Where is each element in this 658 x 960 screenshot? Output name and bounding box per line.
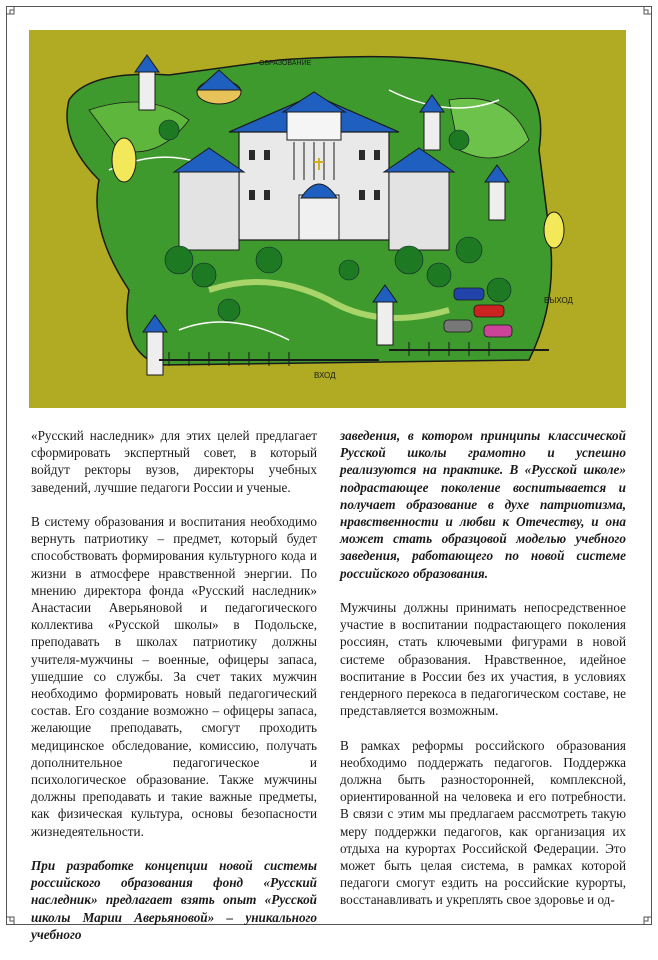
corner-ornament-top-right: [637, 7, 651, 21]
left-paragraph-3: При разработке концепции новой системы российского образования фонд «Русский наследник» предлагает взять опыт «Русской школы Марии Аверьяновой» – уникального учебного: [31, 858, 317, 942]
right-paragraph-1: заведения, в котором принципы классической Русской школы грамотно и успешно реализуются на практике. В «Русской школе» подрастающее поколение воспитывается и получает образование в духе патриотизма, нравственности и любви к Отечеству, и она может стать образцовой моделью учебного заведения, работающего по новой системе российского образования.: [340, 428, 626, 581]
right-paragraph-3: В рамках реформы российского образования необходимо поддержать педагогов. Поддержка должна быть разносторонней, комплексной, ориентированной на человека и его потребности. В связи с этим мы предлагаем рассмотреть такую меру поддержки педагогов, как организация их отдыха на курортах Российской Федерации. Это может быть целая система, в рамках которой педагоги смогут ездить на российские курорты, восстанавливать и укреплять свое здоровье и од-: [340, 737, 626, 908]
school-estate-illustration: [29, 30, 626, 408]
right-paragraph-2: Мужчины должны принимать непосредственное участие в воспитании подрастающего поколения россиян, стать ключевыми фигурами в новой системе образования. Нравственное, идейное воспитание в России без их участия, в условиях гендерного перекоса в педагогическом составе, не представляется возможным.: [340, 600, 626, 719]
corner-ornament-bottom-right: [637, 910, 651, 924]
right-text-column: [340, 427, 626, 926]
exit-label: ВЫХОД: [544, 296, 573, 305]
left-paragraph-1: «Русский наследник» для этих целей предлагает сформировать экспертный совет, в который войдут ректоры вузов, директоры учебных заведений, лучшие педагоги России и ученые.: [31, 428, 317, 495]
left-paragraph-2: В систему образования и воспитания необходимо вернуть патриотику – предмет, который будет способствовать формирования культурного кода и жизни в атмосфере нравственной энергии. По мнению директора фонда «Русский наследник» Анастасии Аверьяновой и педагогического коллектива «Русской школы» в Подольске, преподавать в школах патриотику должны учителя-мужчины – военные, офицеры запаса, ушедшие со службы. За счет таких мужчин необходимо формировать новый педагогический состав. Его создание возможно – офицеры запаса, желающие преподавать, смогут проходить медицинское обследование, комиссию, получать дополнительное педагогическое и психологическое образование. Также мужчины должны преподавать и такие важные предметы, как физическая культура, основы безопасности жизнедеятельности.: [31, 514, 317, 839]
entrance-label: ВХОД: [314, 371, 336, 380]
left-text-column: [31, 427, 317, 960]
corner-ornament-top-left: [7, 7, 21, 21]
corner-ornament-bottom-left: [7, 910, 21, 924]
education-label: ОБРАЗОВАНИЕ: [259, 60, 312, 67]
